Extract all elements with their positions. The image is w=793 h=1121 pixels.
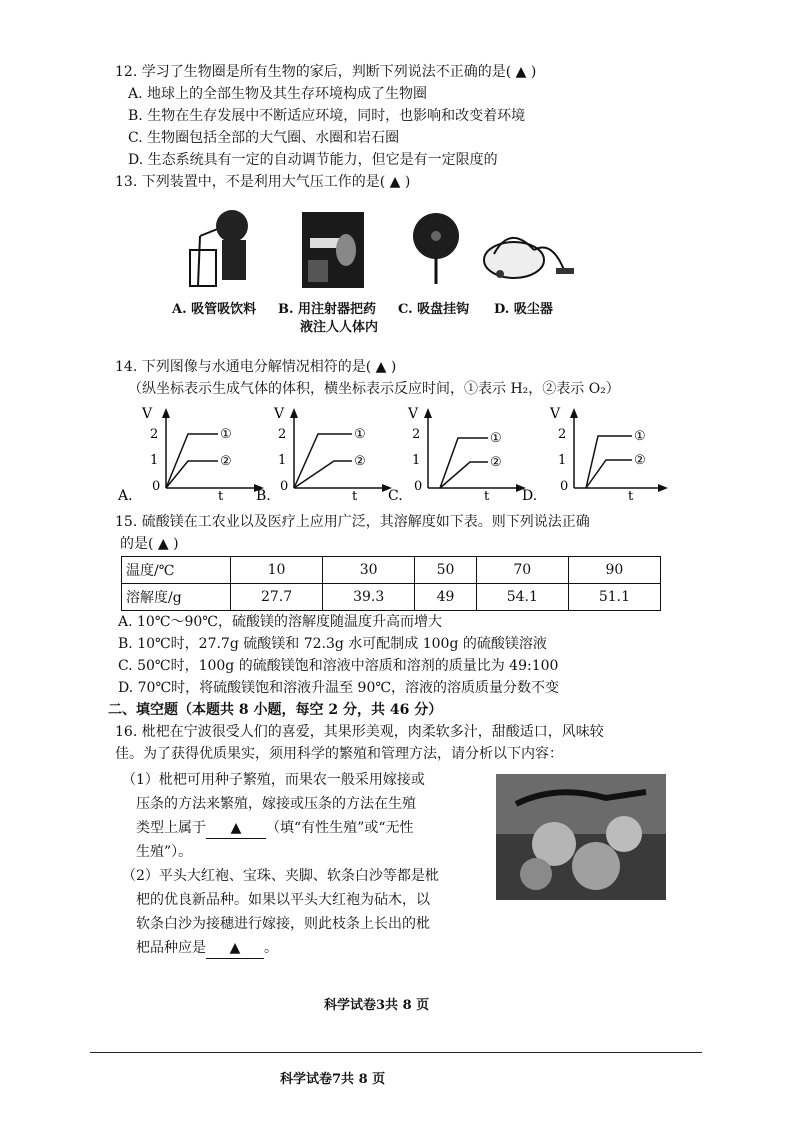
q16-line2: 佳。为了获得优质果实，须用科学的繁殖和管理方法，请分析以下内容：: [115, 746, 563, 762]
q14-stem: 14. 下列图像与水通电分解情况相符的是( ▲ ): [115, 359, 397, 375]
straw-drinking-image: [186, 206, 256, 292]
q13-caption-a: A. 吸管吸饮料: [172, 302, 257, 317]
svg-text:0: 0: [560, 479, 569, 494]
page-footer-inner: 科学试卷3共 8 页: [324, 998, 430, 1013]
svg-text:0: 0: [280, 479, 289, 494]
q14-option-d-label: D.: [522, 488, 538, 504]
q15-option-c: C. 50℃时，100g 的硫酸镁饱和溶液中溶质和溶剂的质量比为 49:100: [118, 658, 559, 674]
svg-text:1: 1: [278, 453, 287, 468]
table-cell: 70: [476, 557, 568, 584]
q14-option-c-label: C.: [388, 488, 403, 504]
q12-option-c: C. 生物圈包括全部的大气圈、水圈和岩石圈: [128, 130, 400, 146]
svg-text:0: 0: [152, 479, 161, 494]
syringe-injection-image: [300, 210, 366, 290]
svg-text:1: 1: [150, 453, 159, 468]
section-2-heading: 二、填空题（本题共 8 小题，每空 2 分，共 46 分）: [108, 702, 443, 718]
q15-stem-line1: 15. 硫酸镁在工农业以及医疗上应用广泛，其溶解度如下表。则下列说法正确: [115, 514, 590, 530]
suction-hook-image: [408, 212, 464, 288]
page-footer-outer: 科学试卷7共 8 页: [280, 1072, 386, 1087]
svg-text:2: 2: [558, 427, 567, 442]
svg-text:2: 2: [278, 427, 287, 442]
svg-text:1: 1: [558, 453, 567, 468]
svg-text:①: ①: [634, 429, 646, 444]
vacuum-cleaner-image: [480, 210, 576, 286]
table-cell: 温度/℃: [122, 557, 231, 584]
table-cell: 39.3: [323, 584, 415, 611]
answer-blank-2[interactable]: ▲: [206, 938, 264, 959]
table-cell: 51.1: [568, 584, 660, 611]
q14-option-a-label: A.: [118, 488, 133, 504]
q13-caption-c: C. 吸盘挂钩: [398, 302, 470, 317]
q16-part1-line2: 压条的方法来繁殖，嫁接或压条的方法在生殖: [136, 796, 416, 812]
svg-text:t: t: [628, 489, 634, 504]
table-cell: 27.7: [231, 584, 323, 611]
svg-text:①: ①: [490, 431, 502, 446]
svg-text:0: 0: [414, 479, 423, 494]
q16-part1-line3: 类型上属于 ▲ （填“有性生殖”或“无性: [136, 818, 413, 839]
q12-option-a: A. 地球上的全部生物及其生存环境构成了生物圈: [128, 86, 428, 102]
table-cell: 30: [323, 557, 415, 584]
answer-blank-1[interactable]: ▲: [206, 818, 266, 839]
table-row: [122, 584, 661, 611]
solubility-table: [121, 556, 661, 611]
q15-option-a: A. 10℃～90℃，硫酸镁的溶解度随温度升高而增大: [118, 614, 442, 630]
loquat-photo: [496, 774, 666, 900]
q15-option-b: B. 10℃时，27.7g 硫酸镁和 72.3g 水可配制成 100g 的硫酸镁溶液: [118, 636, 547, 652]
svg-text:1: 1: [412, 453, 421, 468]
q12-option-b: B. 生物在生存发展中不断适应环境，同时，也影响和改变着环境: [128, 108, 526, 124]
svg-text:2: 2: [150, 427, 159, 442]
svg-text:②: ②: [490, 455, 502, 470]
q14-note: （纵坐标表示生成气体的体积，横坐标表示反应时间，①表示 H₂，②表示 O₂）: [128, 381, 620, 397]
svg-text:2: 2: [412, 427, 421, 442]
svg-text:V: V: [274, 406, 285, 422]
q16-part2-line3: 软条白沙为接穗进行嫁接，则此枝条上长出的枇: [136, 916, 430, 932]
q16-part1-line1: （1）枇杷可用种子繁殖，而果农一般采用嫁接或: [122, 772, 425, 788]
svg-text:t: t: [218, 489, 224, 504]
q16-part1-line4: 生殖”）。: [136, 844, 193, 860]
table-cell: 10: [231, 557, 323, 584]
svg-text:t: t: [352, 489, 358, 504]
q14-option-b-label: B.: [256, 488, 271, 504]
divider: [90, 1052, 702, 1053]
q15-option-d: D. 70℃时，将硫酸镁饱和溶液升温至 90℃，溶液的溶质质量分数不变: [118, 680, 560, 696]
svg-text:t: t: [484, 489, 490, 504]
q13-caption-d: D. 吸尘器: [494, 302, 553, 317]
q16-part2-line1: （2）平头大红袍、宝珠、夹脚、软条白沙等都是枇: [122, 868, 439, 884]
table-cell: 90: [568, 557, 660, 584]
table-row: [122, 557, 661, 584]
q13-stem: 13. 下列装置中，不是利用大气压工作的是( ▲ ): [115, 174, 411, 190]
svg-text:V: V: [408, 406, 419, 422]
q14-graph-a: [118, 400, 268, 504]
q13-caption-b2: 液注人人体内: [300, 320, 379, 335]
table-cell: 溶解度/g: [122, 584, 231, 611]
q13-caption-b1: B. 用注射器把药: [278, 302, 377, 317]
q16-part2-line2: 杷的优良新品种。如果以平头大红袍为砧木，以: [136, 892, 430, 908]
q14-graph-d: [522, 400, 672, 504]
q16-line1: 16. 枇杷在宁波很受人们的喜爱，其果形美观，肉柔软多汁，甜酸适口，风味较: [115, 724, 604, 740]
svg-text:①: ①: [220, 427, 232, 442]
q12-stem: 12. 学习了生物圈是所有生物的家后，判断下列说法不正确的是( ▲ ): [115, 64, 537, 80]
svg-text:①: ①: [354, 427, 366, 442]
table-cell: 54.1: [476, 584, 568, 611]
table-cell: 50: [415, 557, 477, 584]
q15-stem-line2: 的是( ▲ ): [120, 536, 179, 552]
svg-text:V: V: [550, 406, 561, 422]
svg-text:②: ②: [354, 454, 366, 469]
q16-part2-line4: 杷品种应是 ▲ 。: [136, 938, 278, 959]
svg-text:V: V: [142, 406, 153, 422]
q14-graph-c: [388, 400, 538, 504]
q12-option-d: D. 生态系统具有一定的自动调节能力，但它是有一定限度的: [128, 152, 498, 168]
svg-text:②: ②: [220, 454, 232, 469]
table-cell: 49: [415, 584, 477, 611]
svg-text:②: ②: [634, 453, 646, 468]
q14-graph-b: [256, 400, 406, 504]
